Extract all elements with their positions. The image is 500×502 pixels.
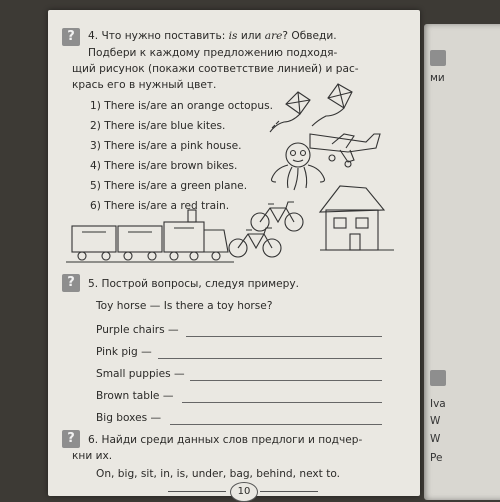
task5-item-1: Purple chairs — (96, 324, 179, 336)
task4-question-mark: ? (62, 28, 80, 46)
next-page-fragment-1: Iva (430, 398, 446, 410)
task4-instruction-line-2: Подбери к каждому предложению подходя- (88, 47, 338, 59)
next-page-fragment-2: W (430, 415, 441, 427)
task6-question-mark: ? (62, 430, 80, 448)
train-picture (66, 210, 234, 262)
bikes-picture (229, 202, 303, 257)
task6-instruction-line-1: 6. Найди среди данных слов предлоги и подчер- (88, 434, 363, 446)
sentence-2[interactable]: 2) There is/are blue kites. (90, 120, 226, 132)
next-page-question-mark-2 (430, 370, 446, 386)
answer-line-4[interactable] (182, 402, 382, 403)
next-page (424, 24, 500, 500)
task6-instruction-line-2: кни их. (72, 450, 113, 462)
sentence-5[interactable]: 5) There is/are a green plane. (90, 180, 248, 192)
house-picture (320, 186, 394, 250)
kites-picture (270, 84, 352, 132)
next-page-fragment-3: W (430, 433, 441, 445)
task5-item-3: Small puppies — (96, 368, 185, 380)
next-page-question-mark (430, 50, 446, 66)
next-page-fragment-4: Pe (430, 452, 443, 464)
task5-example: Toy horse — Is there a toy horse? (96, 300, 273, 312)
next-page-fragment: ми (430, 72, 445, 84)
footer-rule-left (168, 491, 226, 492)
task6-words[interactable]: On, big, sit, in, is, under, bag, behind, next to. (96, 468, 341, 480)
task5-item-4: Brown table — (96, 390, 174, 402)
task4-illustrations (48, 10, 420, 270)
workbook-page (48, 10, 420, 496)
sentence-4[interactable]: 4) There is/are brown bikes. (90, 160, 238, 172)
task5-question-mark: ? (62, 274, 80, 292)
task5-title: 5. Построй вопросы, следуя примеру. (88, 278, 300, 290)
footer-rule-right (260, 491, 318, 492)
octopus-picture (272, 143, 325, 190)
answer-line-1[interactable] (186, 336, 382, 337)
task5-item-5: Big boxes — (96, 412, 162, 424)
answer-line-3[interactable] (190, 380, 382, 381)
sentence-6[interactable]: 6) There is/are a red train. (90, 200, 230, 212)
sentence-1[interactable]: 1) There is/are an orange octopus. (90, 100, 273, 112)
answer-line-5[interactable] (170, 424, 382, 425)
task5-item-2: Pink pig — (96, 346, 152, 358)
page-number: 10 (230, 482, 258, 502)
task4-instruction-line-4: крась его в нужный цвет. (72, 79, 217, 91)
sentence-3[interactable]: 3) There is/are a pink house. (90, 140, 242, 152)
task4-title: 4. Что нужно поставить: is или are? Обведи. (88, 30, 337, 42)
task4-instruction-line-3: щий рисунок (покажи соответствие линией) и рас- (72, 63, 359, 75)
plane-picture (310, 134, 380, 167)
answer-line-2[interactable] (158, 358, 382, 359)
